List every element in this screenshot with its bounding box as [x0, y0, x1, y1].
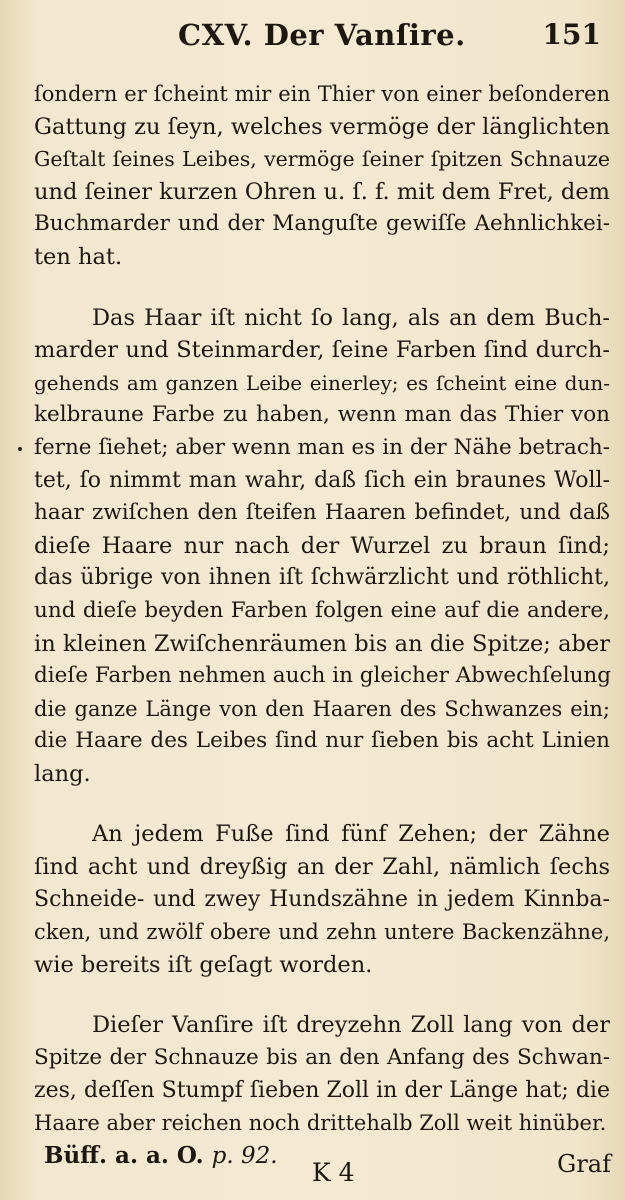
- text-line: und ſeiner kurzen Ohren u. ſ. f. mit dem Fret, dem: [34, 178, 610, 205]
- text-line: die ganze Länge von den Haaren des Schwanzes ein;: [34, 696, 610, 721]
- paragraph-gap: [34, 274, 610, 302]
- citation-page: p. 92.: [211, 1142, 278, 1169]
- paragraph: [34, 818, 610, 981]
- text-line: das übrige von ihnen iſt ſchwärzlicht und röthlicht,: [34, 565, 610, 591]
- text-line: tet, ſo nimmt man wahr, daß ſich ein braunes Woll-: [34, 467, 610, 493]
- margin-mark: [18, 447, 22, 451]
- paragraph: [34, 302, 610, 791]
- text-line: Geſtalt ſeines Leibes, vermöge ſeiner ſpitzen Schnauze: [34, 147, 610, 172]
- page-number: 151: [542, 18, 601, 51]
- text-line: haar zwiſchen den ſteifen Haaren befindet, und daß: [34, 500, 610, 526]
- text-line: kelbraune Farbe zu haben, wenn man das Thier von: [34, 402, 610, 428]
- text-line: ſondern er ſcheint mir ein Thier von einer beſonderen: [34, 82, 610, 106]
- text-line: ſind acht und dreyßig an der Zahl, nämlich ſechs: [34, 854, 610, 881]
- text-line: Haare aber reichen noch drittehalb Zoll weit hinüber.: [34, 1111, 607, 1136]
- chapter-title: CXV. Der Vanſire.: [178, 18, 466, 52]
- text-line: und dieſe beyden Farben folgen eine auf die andere,: [34, 597, 610, 623]
- text-line: Dieſer Vanſire iſt dreyzehn Zoll lang von der: [92, 1012, 610, 1039]
- text-line: gehends am ganzen Leibe einerley; es ſcheint eine dun-: [34, 370, 610, 395]
- text-line: Buchmarder und der Manguſte gewiſſe Aehnlichkei-: [34, 211, 610, 237]
- signature-mark: K 4: [312, 1158, 355, 1187]
- text-line: ten hat.: [34, 243, 123, 270]
- citation-text: Büff. a. a. O.: [44, 1141, 204, 1169]
- text-line: Spitze der Schnauze bis an den Anfang des Schwan-: [34, 1045, 610, 1071]
- text-line: in kleinen Zwiſchenräumen bis an die Spitze; aber: [34, 630, 610, 657]
- text-line: Schneide- und zwey Hundszähne in jedem Kinnba-: [34, 886, 610, 912]
- text-line: zes, deſſen Stumpf ſieben Zoll in der Länge hat; die: [34, 1077, 610, 1103]
- text-line: cken, und zwölf obere und zehn untere Backenzähne,: [34, 920, 610, 945]
- text-line: Gattung zu ſeyn, welches vermöge der länglichten: [34, 113, 610, 140]
- text-line: dieſe Farben nehmen auch in gleicher Abwechſelung: [34, 663, 612, 689]
- text-line: die Haare des Leibes ſind nur ſieben bis acht Linien: [34, 728, 610, 754]
- text-line: ferne ſiehet; aber wenn man es in der Nähe betrach-: [34, 434, 610, 460]
- text-line: An jedem Fuße ſind fünf Zehen; der Zähne: [92, 821, 610, 848]
- running-header: [0, 12, 625, 56]
- paragraph-gap: [34, 790, 610, 818]
- text-line: Das Haar iſt nicht ſo lang, als an dem Buch-: [92, 304, 610, 331]
- text-body: [34, 78, 610, 1172]
- text-line: wie bereits iſt geſagt worden.: [34, 951, 373, 978]
- catchword: Graf: [557, 1150, 611, 1178]
- paragraph: [34, 78, 610, 274]
- text-line: lang.: [34, 760, 91, 787]
- paragraph: [34, 1009, 610, 1139]
- text-line: marder und Steinmarder, ſeine Farben ſind durch-: [34, 337, 610, 364]
- paragraph-gap: [34, 981, 610, 1009]
- text-line: dieſe Haare nur nach der Wurzel zu braun ſind;: [34, 532, 610, 559]
